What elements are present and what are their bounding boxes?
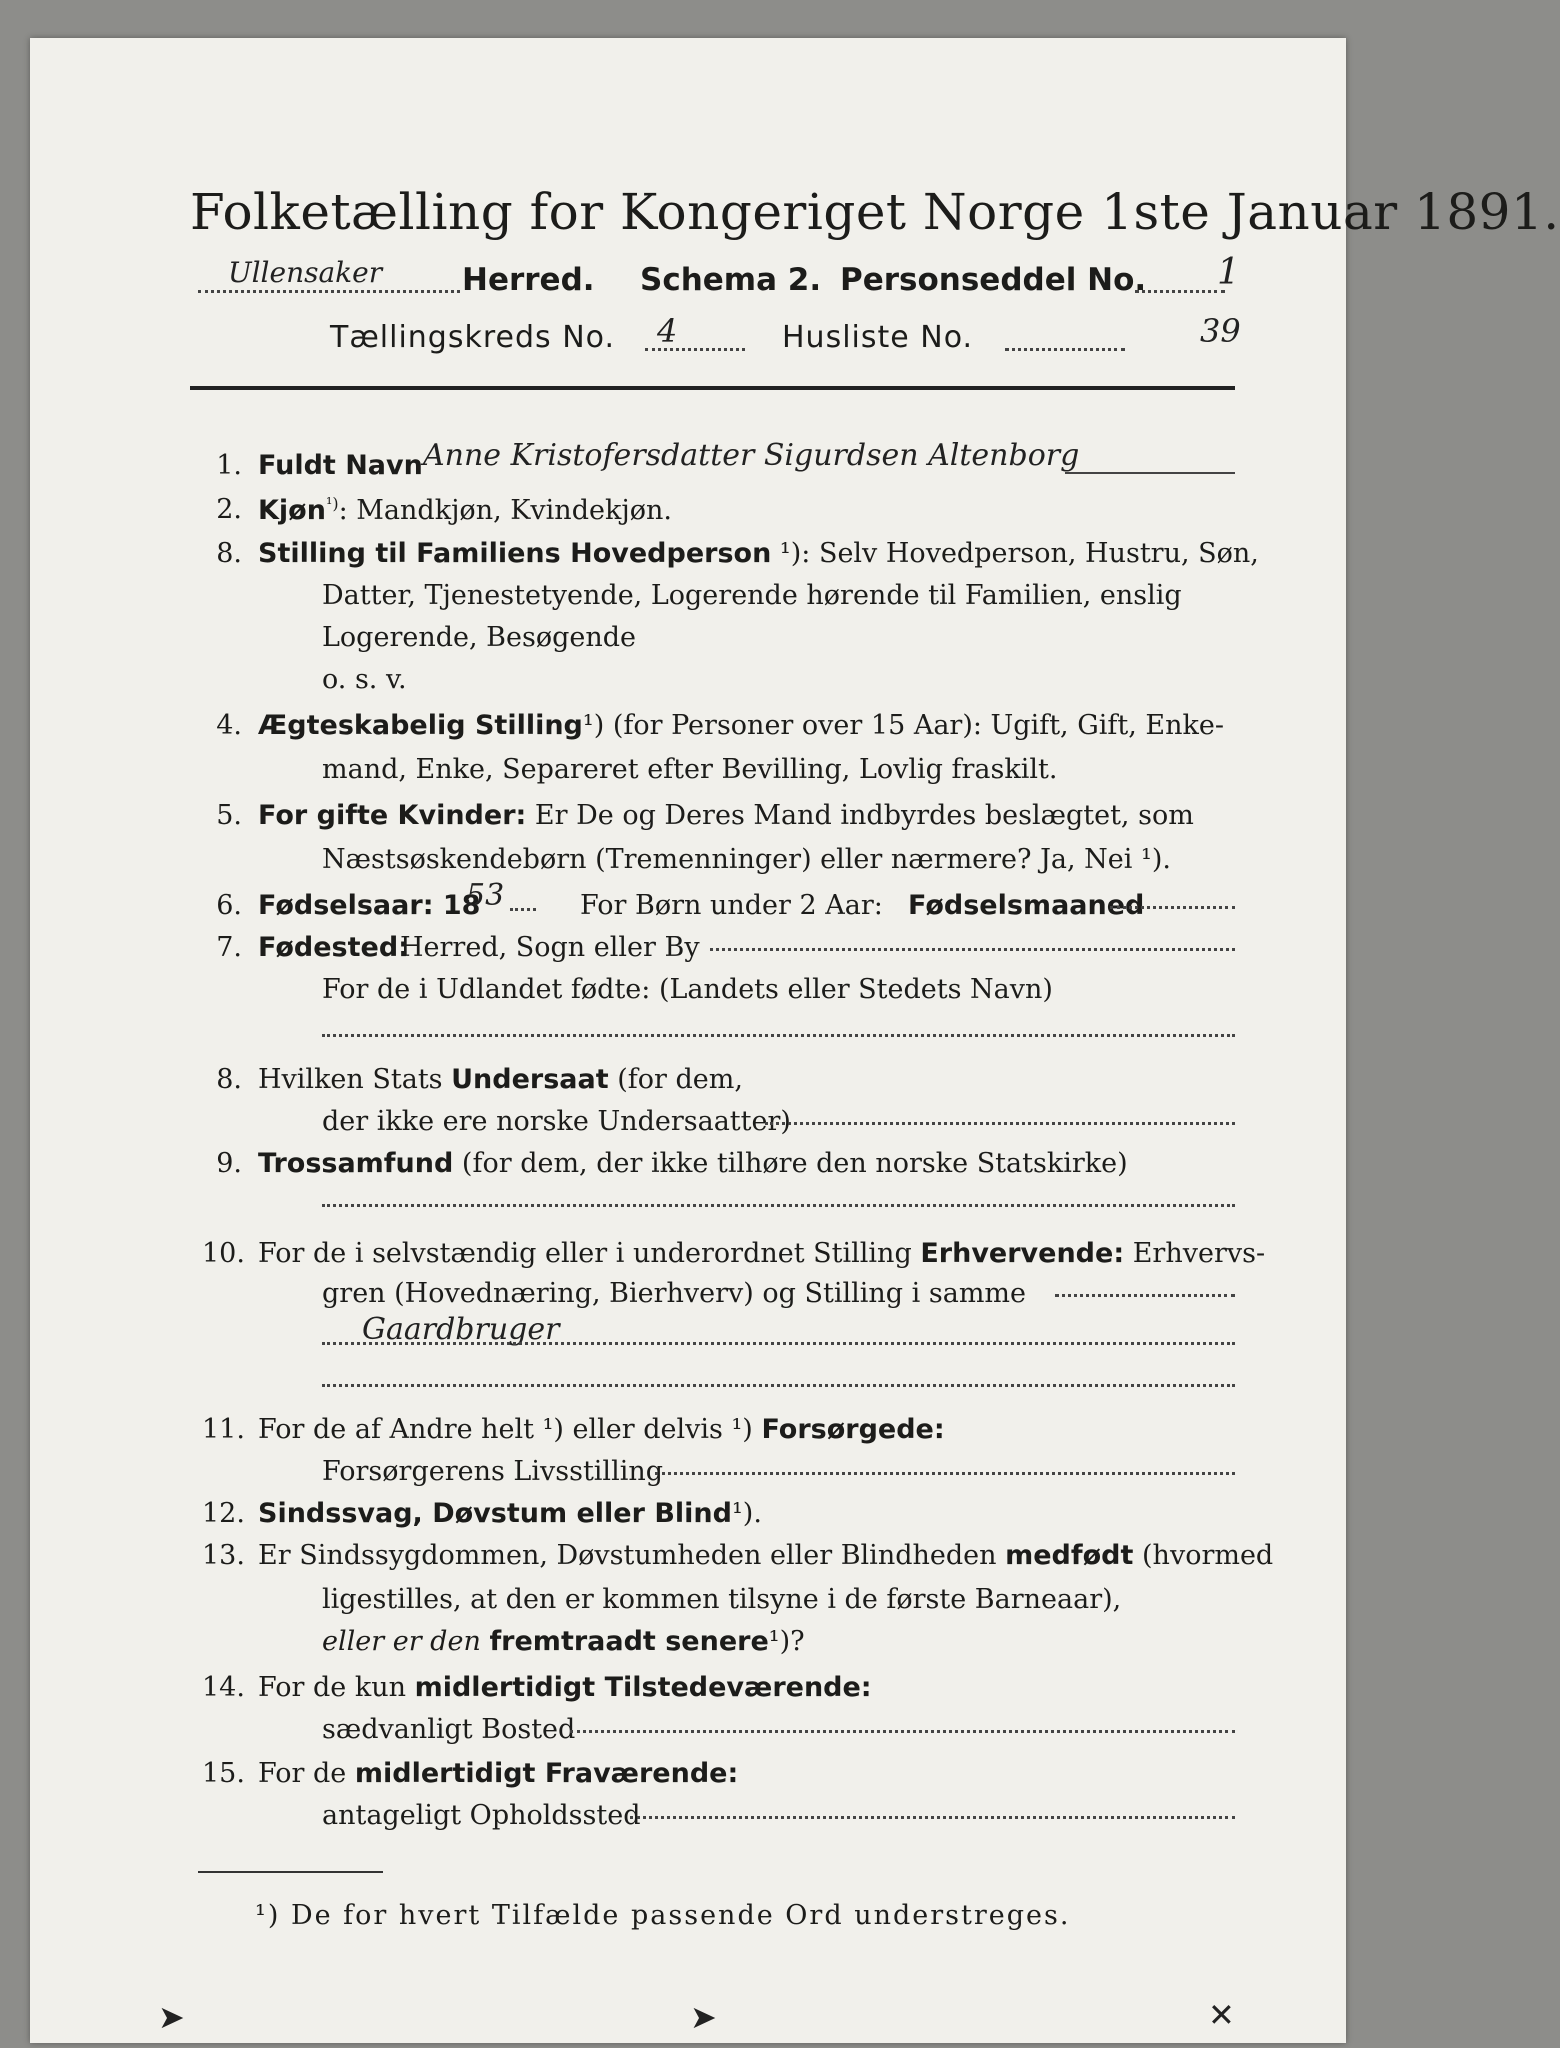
q2-line bbox=[258, 494, 672, 526]
occupation-field-3[interactable] bbox=[322, 1384, 1235, 1387]
kreds-label: Tællingskreds No. bbox=[330, 320, 615, 355]
q10-text-a: For de i selvstændig eller i underordnet Stilling bbox=[258, 1238, 912, 1269]
herred-label: Herred. bbox=[462, 262, 595, 298]
q12-number: 12. bbox=[202, 1498, 245, 1529]
q15-text-a: For de bbox=[258, 1758, 347, 1789]
q8-line1 bbox=[258, 1064, 743, 1095]
q8-line2: der ikke ere norske Undersaatter) bbox=[322, 1106, 791, 1137]
q7-label: Fødested: bbox=[258, 932, 409, 963]
q3-label: Stilling til Familiens Hovedperson bbox=[258, 538, 772, 569]
census-form-page bbox=[30, 38, 1560, 2043]
q8-text-c: (for dem, bbox=[617, 1064, 743, 1095]
kreds-value: 4 bbox=[657, 312, 678, 350]
q12-footnote-ref: ¹). bbox=[731, 1498, 762, 1529]
q13-line1 bbox=[258, 1540, 1273, 1571]
q3-line2[interactable]: Datter, Tjenestetyende, Logerende hørende til Familien, enslig bbox=[322, 580, 1182, 611]
q11-number: 11. bbox=[202, 1414, 245, 1445]
provider-occupation-field[interactable] bbox=[655, 1472, 1235, 1475]
q7-line2: For de i Udlandet fødte: (Landets eller Stedets Navn) bbox=[322, 974, 1053, 1005]
q13-text-d: eller er den bbox=[322, 1626, 481, 1657]
schema-label: Schema 2. bbox=[640, 262, 822, 298]
q13-text-c: (hvormed bbox=[1142, 1540, 1274, 1571]
occupation-field-1[interactable] bbox=[1055, 1294, 1235, 1297]
q8-label: Undersaat bbox=[451, 1064, 609, 1095]
personseddel-label: Personseddel No. bbox=[840, 262, 1147, 298]
q15-number: 15. bbox=[202, 1758, 245, 1789]
q13-line2: ligestilles, at den er kommen tilsyne i de første Barneaar), bbox=[322, 1584, 1122, 1615]
religion-field[interactable] bbox=[322, 1204, 1235, 1207]
foreign-birthplace-field[interactable] bbox=[322, 1034, 1235, 1037]
q2-number: 2. bbox=[216, 494, 242, 525]
usual-residence-field[interactable] bbox=[570, 1730, 1235, 1733]
q3-line3[interactable]: Logerende, Besøgende bbox=[322, 622, 636, 653]
q3-options[interactable]: ¹): Selv Hovedperson, Hustru, Søn, bbox=[779, 538, 1259, 569]
personseddel-value: 1 bbox=[1217, 252, 1240, 293]
q5-text: Er De og Deres Mand indbyrdes beslægtet, som bbox=[534, 800, 1194, 831]
form-title: Folketælling for Kongeriget Norge 1ste Januar 1891. bbox=[190, 183, 1560, 241]
birthplace-field[interactable] bbox=[710, 948, 1235, 951]
q4-line1 bbox=[258, 710, 1224, 741]
q9-text: (for dem, der ikke tilhøre den norske Statskirke) bbox=[461, 1148, 1128, 1179]
husliste-field[interactable] bbox=[1005, 312, 1241, 358]
q3-line1 bbox=[258, 538, 1259, 569]
q8-text-a: Hvilken Stats bbox=[258, 1064, 443, 1095]
q10-line2: gren (Hovednæring, Bierhverv) og Stilling i samme bbox=[322, 1278, 1027, 1309]
q9-line1 bbox=[258, 1148, 1128, 1179]
husliste-label: Husliste No. bbox=[782, 320, 974, 355]
q5-line1 bbox=[258, 800, 1194, 831]
q1-label: Fuldt Navn bbox=[258, 450, 423, 481]
q14-line2: sædvanligt Bosted bbox=[322, 1714, 576, 1745]
herred-value: Ullensaker bbox=[228, 256, 383, 289]
q11-text-a: For de af Andre helt ¹) eller delvis ¹) bbox=[258, 1414, 753, 1445]
q8-number: 8. bbox=[216, 1064, 242, 1095]
q13-label-2[interactable]: fremtraadt senere bbox=[489, 1626, 769, 1657]
full-name-value: Anne Kristofersdatter Sigurdsen Altenborg bbox=[423, 438, 1080, 473]
full-name-field[interactable] bbox=[405, 438, 1235, 480]
q11-label: Forsørgede: bbox=[761, 1414, 945, 1445]
q9-number: 9. bbox=[216, 1148, 242, 1179]
q2-label: Kjøn bbox=[258, 495, 326, 526]
register-mark-left-icon: ➤ bbox=[158, 1998, 185, 2036]
q13-label[interactable]: medfødt bbox=[1005, 1540, 1134, 1571]
q14-number: 14. bbox=[202, 1672, 245, 1703]
q15-line2: antageligt Opholdssted bbox=[322, 1800, 641, 1831]
birth-year-value: 53 bbox=[466, 878, 505, 913]
q13-text-e: ¹)? bbox=[768, 1626, 805, 1657]
q7-number: 7. bbox=[216, 932, 242, 963]
q4-line2[interactable]: mand, Enke, Separeret efter Bevilling, Lovlig fraskilt. bbox=[322, 754, 1058, 785]
q5-line2[interactable]: Næstsøskendebørn (Tremenninger) eller nærmere? Ja, Nei ¹). bbox=[322, 844, 1171, 875]
q15-label: midlertidigt Fraværende: bbox=[354, 1758, 739, 1789]
q5-number: 5. bbox=[216, 800, 242, 831]
q2-footnote-ref: ¹) bbox=[325, 494, 339, 513]
q15-line1 bbox=[258, 1758, 738, 1789]
q4-number: 4. bbox=[216, 710, 242, 741]
q14-line1 bbox=[258, 1672, 872, 1703]
q9-label: Trossamfund bbox=[258, 1148, 454, 1179]
footnote: ¹) De for hvert Tilfælde passende Ord understreges. bbox=[255, 1900, 1071, 1931]
occupation-field-2[interactable] bbox=[322, 1312, 1235, 1356]
q6-under2-label: For Børn under 2 Aar: bbox=[580, 890, 883, 921]
q2-options[interactable]: : Mandkjøn, Kvindekjøn. bbox=[338, 495, 672, 526]
q6-birth-month-label: Fødselsmaaned bbox=[908, 890, 1145, 921]
q10-label: Erhvervende: bbox=[920, 1238, 1125, 1269]
q14-text-a: For de kun bbox=[258, 1672, 406, 1703]
q7-options[interactable]: Herred, Sogn eller By bbox=[400, 932, 700, 963]
herred-field[interactable] bbox=[198, 256, 460, 300]
probable-residence-field[interactable] bbox=[630, 1816, 1235, 1819]
q11-line2: Forsørgerens Livsstilling bbox=[322, 1456, 664, 1487]
q13-text-a: Er Sindssygdommen, Døvstumheden eller Blindheden bbox=[258, 1540, 997, 1571]
q10-number: 10. bbox=[202, 1238, 245, 1269]
birth-year-field[interactable] bbox=[466, 878, 566, 920]
q10-text-c: Erhvervs- bbox=[1132, 1238, 1266, 1269]
q14-label: midlertidigt Tilstedeværende: bbox=[414, 1672, 872, 1703]
q12-label[interactable]: Sindssvag, Døvstum eller Blind bbox=[258, 1498, 732, 1529]
q10-line1 bbox=[258, 1238, 1265, 1269]
register-mark-right-icon: ✕ bbox=[1208, 1996, 1235, 2034]
register-mark-center-icon: ➤ bbox=[690, 1998, 717, 2036]
q4-label: Ægteskabelig Stilling bbox=[258, 710, 583, 741]
q13-number: 13. bbox=[202, 1540, 245, 1571]
q5-label: For gifte Kvinder: bbox=[258, 800, 527, 831]
q4-options[interactable]: ¹) (for Personer over 15 Aar): Ugift, Gift, Enke- bbox=[582, 710, 1224, 741]
q3-line4: o. s. v. bbox=[322, 664, 407, 695]
q13-line3 bbox=[322, 1626, 805, 1657]
q3-number: 8. bbox=[216, 538, 242, 569]
footnote-divider bbox=[198, 1871, 383, 1873]
occupation-value: Gaardbruger bbox=[362, 1312, 560, 1347]
kreds-field[interactable] bbox=[645, 312, 745, 358]
q6-label: Fødselsaar: 18 bbox=[258, 890, 481, 921]
q11-line1 bbox=[258, 1414, 945, 1445]
citizenship-field[interactable] bbox=[765, 1122, 1235, 1125]
q12-line1 bbox=[258, 1498, 762, 1529]
personseddel-field[interactable] bbox=[1135, 252, 1240, 300]
birth-month-field[interactable] bbox=[1110, 906, 1235, 909]
husliste-value: 39 bbox=[1200, 312, 1241, 350]
header-divider bbox=[190, 386, 1235, 390]
q6-number: 6. bbox=[216, 890, 242, 921]
q1-number: 1. bbox=[216, 450, 242, 481]
